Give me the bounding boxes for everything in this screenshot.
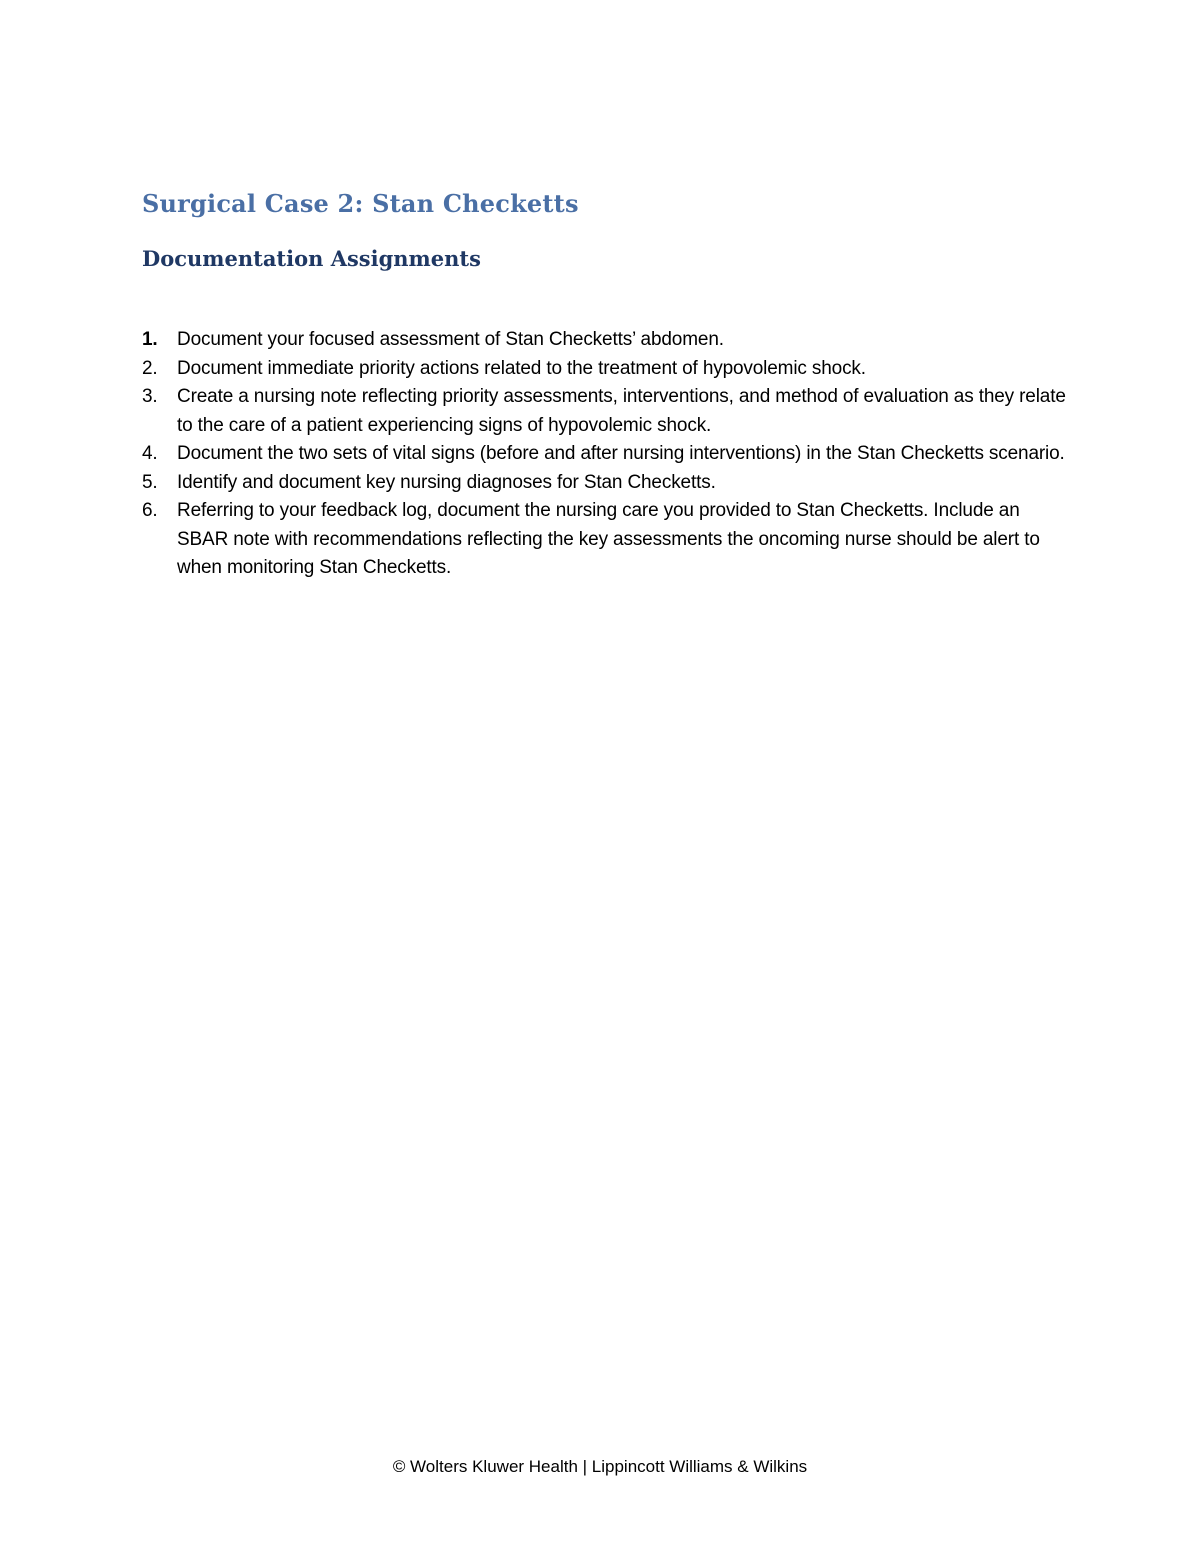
- document-title: Surgical Case 2: Stan Checketts: [142, 189, 579, 218]
- assignment-number: 1.: [142, 329, 158, 350]
- assignment-text: Identify and document key nursing diagnoses for Stan Checketts.: [177, 471, 716, 493]
- assignment-number: 4.: [142, 443, 158, 464]
- assignment-list: [142, 326, 1072, 583]
- section-heading: Documentation Assignments: [142, 246, 481, 271]
- assignment-text: Document your focused assessment of Stan Checketts’ abdomen.: [177, 329, 724, 350]
- assignment-text: Document immediate priority actions related to the treatment of hypovolemic shock.: [177, 357, 866, 379]
- assignment-number: 2.: [142, 357, 158, 379]
- assignment-item: [142, 469, 1072, 498]
- assignment-number: 6.: [142, 500, 158, 521]
- assignment-number: 3.: [142, 386, 158, 407]
- assignment-number: 5.: [142, 471, 158, 493]
- assignment-text: Document the two sets of vital signs (before and after nursing interventions) in the Stan Checketts scenario.: [177, 443, 1065, 464]
- assignment-item: [142, 440, 1072, 469]
- assignment-text: Create a nursing note reflecting priority assessments, interventions, and method of evaluation as they relate to the care of a patient experiencing signs of hypovolemic shock.: [177, 386, 1066, 436]
- assignment-text: Referring to your feedback log, document the nursing care you provided to Stan Checketts. Include an SBAR note with recommendations reflecting the key assessments the oncoming nurse should be alert to when monitoring Stan Checketts.: [177, 500, 1040, 578]
- assignment-item: [142, 326, 1072, 355]
- copyright-footer: © Wolters Kluwer Health | Lippincott Williams & Wilkins: [392, 1457, 808, 1476]
- assignment-item: [142, 497, 1072, 583]
- assignment-item: [142, 355, 1072, 384]
- assignment-item: [142, 383, 1072, 440]
